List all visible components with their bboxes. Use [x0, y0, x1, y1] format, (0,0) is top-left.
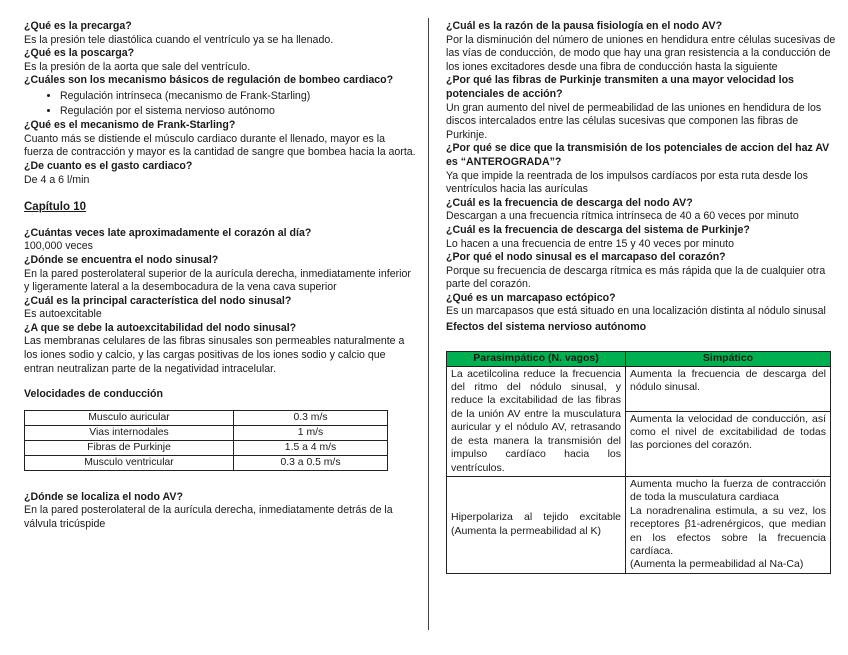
table-cell	[626, 476, 831, 573]
table-header-row	[447, 351, 831, 366]
qa-block	[446, 20, 836, 74]
column-divider	[428, 18, 429, 630]
qa-block	[446, 142, 836, 196]
question: ¿Cuál es la frecuencia de descarga del nodo AV?	[446, 196, 693, 209]
answer: Cuanto más se distiende el músculo cardiaco durante el llenado, mayor es la fuerza de contracción y mayor es la cantidad de sangre que bombea hacia la aorta.	[24, 132, 416, 159]
qa-block	[446, 224, 836, 251]
autonomic-title: Efectos del sistema nervioso autónomo	[446, 321, 647, 334]
question: ¿Dónde se localiza el nodo AV?	[24, 490, 183, 503]
question: ¿Cuántas veces late aproximadamente el corazón al día?	[24, 226, 312, 239]
table-cell: Vias internodales	[25, 425, 234, 440]
list-item: • Regulación intrínseca (mecanismo de Frank-Starling)	[60, 90, 416, 104]
table-cell: 1 m/s	[234, 425, 388, 440]
table-row	[25, 410, 388, 425]
qa-block	[24, 322, 416, 376]
bullet-list	[24, 90, 416, 118]
velocity-table	[24, 410, 388, 471]
qa-block	[24, 160, 416, 187]
table-cell: Aumenta la velocidad de conducción, así como el nivel de excitabilidad de todas las porciones del corazón.	[626, 411, 831, 476]
answer: Descargan a una frecuencia rítmica intrínseca de 40 a 60 veces por minuto	[446, 210, 799, 223]
question: ¿Qué es el mecanismo de Frank-Starling?	[24, 119, 236, 132]
answer: Lo hacen a una frecuencia de entre 15 y 40 veces por minuto	[446, 237, 734, 250]
question: ¿Qué es la poscarga?	[24, 47, 135, 60]
answer: Es autoexcitable	[24, 308, 102, 321]
answer: Las membranas celulares de las fibras sinusales son permeables naturalmente a los iones sodio y calcio, y las cargas positivas de los iones sodio y calcio que entran neutralizan parte de la negatividad intracelular.	[24, 335, 405, 375]
answer: Es la presión tele diastólica cuando el ventrículo ya se ha llenado.	[24, 33, 334, 46]
table-cell: Musculo ventricular	[25, 455, 234, 470]
table-row	[25, 440, 388, 455]
column-header-sympathetic: Simpático	[626, 351, 831, 366]
qa-block	[24, 47, 416, 74]
question: ¿Cuál es la razón de la pausa fisiología en el nodo AV?	[446, 20, 723, 32]
table-cell: 1.5 a 4 m/s	[234, 440, 388, 455]
table-row	[25, 425, 388, 440]
table-cell: Hiperpolariza al tejido excitable (Aumenta la permeabilidad al K)	[447, 476, 626, 573]
qa-block	[446, 292, 836, 319]
answer: Ya que impide la reentrada de los impulsos cardíacos por esta ruta desde los ventrículos hacia las aurículas	[446, 169, 808, 196]
table-cell: Fibras de Purkinje	[25, 440, 234, 455]
table-cell: 0.3 a 0.5 m/s	[234, 455, 388, 470]
answer: Porque su frecuencia de descarga rítmica es más rápida que la de cualquier otra parte del corazón.	[446, 264, 826, 291]
qa-block	[446, 251, 836, 292]
answer: En la pared posterolateral superior de la aurícula derecha, inmediatamente inferior y ligeramente lateral a la desembocadura de la vena cava superior	[24, 267, 411, 294]
answer: De 4 a 6 l/min	[24, 173, 90, 186]
column-header-parasympathetic: Parasimpático (N. vagos)	[447, 351, 626, 366]
qa-block	[24, 74, 416, 118]
question: ¿Cuáles son los mecanismo básicos de regulación de bombeo cardiaco?	[24, 74, 394, 87]
chapter-heading: Capítulo 10	[24, 201, 86, 214]
qa-block	[24, 254, 416, 295]
qa-block	[24, 119, 416, 160]
question: ¿Por qué las fibras de Purkinje transmiten a una mayor velocidad los potenciales de acción?	[446, 74, 794, 100]
qa-block	[24, 227, 416, 254]
velocity-title: Velocidades de conducción	[24, 388, 163, 401]
table-cell: 0.3 m/s	[234, 410, 388, 425]
question: ¿Por qué el nodo sinusal es el marcapaso del corazón?	[446, 251, 726, 264]
table-cell: Musculo auricular	[25, 410, 234, 425]
right-column	[446, 20, 836, 574]
qa-block	[24, 295, 416, 322]
question: ¿De cuanto es el gasto cardiaco?	[24, 159, 193, 172]
answer: 100,000 veces	[24, 240, 93, 253]
question: ¿Cuál es la frecuencia de descarga del sistema de Purkinje?	[446, 223, 750, 236]
left-column	[24, 20, 416, 532]
spacer	[24, 215, 416, 227]
answer: Un gran aumento del nivel de permeabilidad de las uniones en hendidura de los discos intercalados entre las células sucesivas que componen las fibras de Purkinje.	[446, 101, 822, 141]
question: ¿A que se debe la autoexcitabilidad del nodo sinusal?	[24, 321, 297, 334]
table-cell: Aumenta la frecuencia de descarga del nódulo sinusal.	[626, 366, 831, 411]
question: ¿Qué es un marcapaso ectópico?	[446, 291, 616, 304]
qa-block	[24, 491, 416, 532]
qa-block	[24, 20, 416, 47]
answer: Es la presión de la aorta que sale del ventrículo.	[24, 60, 251, 73]
question: ¿Qué es la precarga?	[24, 20, 132, 32]
answer: Es un marcapasos que está situado en una localización distinta al nódulo sinusal	[446, 305, 826, 318]
cell-line: (Aumenta la permeabilidad al Na-Ca)	[630, 558, 804, 571]
qa-block	[446, 74, 836, 142]
table-row	[447, 476, 831, 573]
spacer	[24, 471, 416, 491]
question: ¿Cuál es la principal característica del nodo sinusal?	[24, 294, 292, 307]
answer: En la pared posterolateral de la aurícula derecha, inmediatamente detrás de la válvula tricúspide	[24, 504, 393, 531]
table-row	[25, 455, 388, 470]
question: ¿Dónde se encuentra el nodo sinusal?	[24, 253, 219, 266]
autonomic-table	[446, 351, 831, 574]
answer: Por la disminución del número de uniones en hendidura entre células sucesivas de las vías de conducción, de modo que hay una gran resistencia a la conducción de los iones excitadores desde una fibra de conducción hasta la siguiente	[446, 33, 836, 73]
list-item: • Regulación por el sistema nervioso autónomo	[60, 105, 416, 119]
table-cell: La acetilcolina reduce la frecuencia del ritmo del nódulo sinusal, y reduce la excitabilidad de las fibras de la unión AV entre la musculatura auricular y el nódulo AV, retrasando de esta manera la transmisión del impulso cardíaco hacia los ventrículos.	[447, 366, 626, 476]
cell-line: Aumenta mucho la fuerza de contracción de toda la musculatura cardiaca	[630, 477, 826, 504]
table-row	[447, 366, 831, 411]
qa-block	[446, 197, 836, 224]
cell-line: La noradrenalina estimula, a su vez, los receptores β1-adrenérgicos, que median en los efectos sobre la frecuencia cardíaca.	[630, 504, 826, 557]
question: ¿Por qué se dice que la transmisión de los potenciales de accion del haz AV es “ANTEROGRADA”?	[446, 142, 830, 168]
